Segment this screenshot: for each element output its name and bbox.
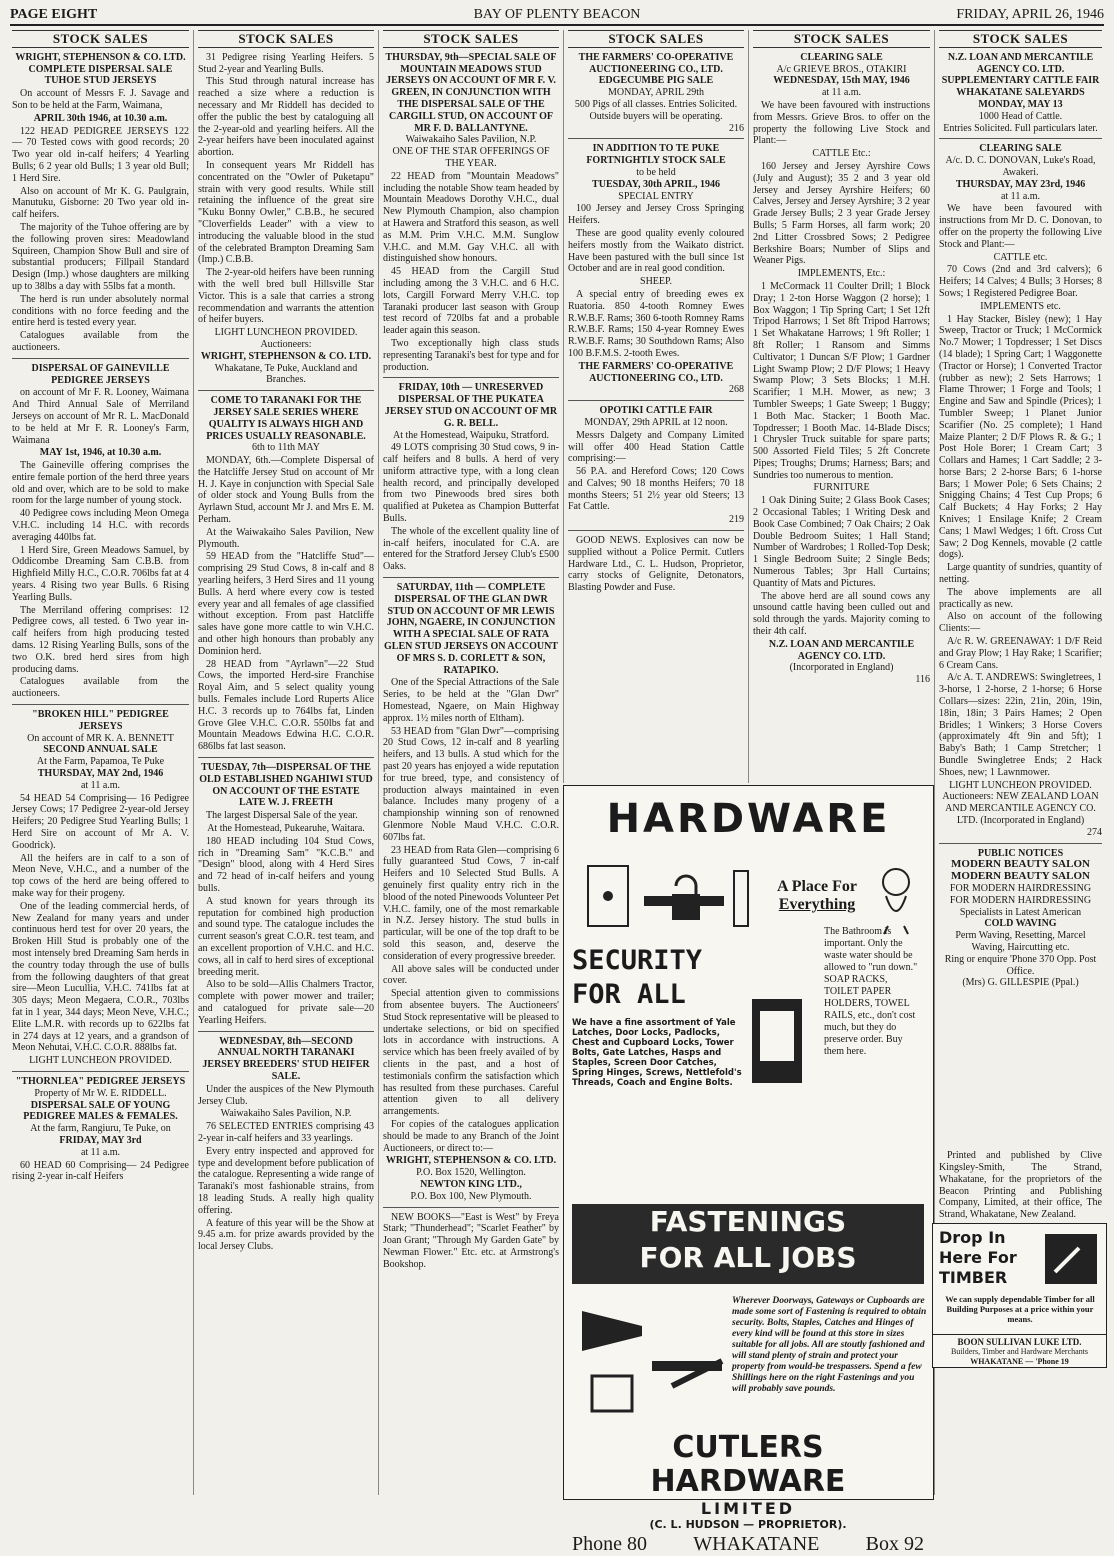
ad-text: ONE OF THE STAR OFFERINGS OF THE YEAR. [392,146,550,169]
ad-text: (Mrs) G. GILLESPIE (Ppal.) [962,977,1079,989]
column-5 [748,30,934,783]
hammer-icon [1041,1230,1101,1288]
ad-text: Property of Mr W. E. RIDDELL. [34,1087,167,1099]
ad-heading: SATURDAY, 11th — COMPLETE DISPERSAL OF THE GLAN DWR STUD ON ACCOUNT OF MR LEWIS JOHN, NGAERE, IN CONJUNCTION WITH A SPECIAL SALE OF RATA GLEN STUD JERSEYS ON ACCOUNT OF MRS S. D. CORLETT & SON, RATAPIKO. [384,582,558,676]
ad-heading: WRIGHT, STEPHENSON & CO. LTD. [385,1155,557,1167]
ad-text: We have been favoured with instructions from Mr D. C. Donovan, to offer on the property the following Live Stock and Plant:— [939,203,1102,250]
ad-heading: MODERN BEAUTY SALON [951,870,1090,883]
ad-text: Auctioneers: NEW ZEALAND LOAN AND MERCANTILE AGENCY CO. LTD. (Incorporated in England) [942,791,1099,826]
ad-text: at 11 a.m. [821,87,862,99]
timber-firm-desc: Builders, Timber and Hardware Merchants [950,1347,1089,1356]
ad-heading: THE FARMERS' CO-OPERATIVE AUCTIONEERING CO., LTD. [578,51,734,75]
ad-text: 122 HEAD PEDIGREE JERSEYS 122 — 70 Tested cows with good records; 20 Two year old in-calf heifers; 4 Yearling Bulls; 6 2 year old Bulls; 1 3 year old Bull; 1 Herd Sire. [12,125,189,184]
ad-heading: WEDNESDAY, 8th—SECOND ANNUAL NORTH TARANAKI JERSEY BREEDERS' STUD HEIFER SALE. [202,1035,370,1082]
ad-text: IMPLEMENTS etc. [980,300,1061,312]
ad-heading: SECOND ANNUAL SALE [43,744,158,756]
ad-text: A/c GRIEVE BROS., OTAKIRI [776,63,907,75]
fastenings-line-2: FOR ALL JOBS [639,1241,857,1274]
timber-advertisement [932,1223,1107,1368]
cutlers-limited: LIMITED [700,1499,796,1518]
ad-heading: N.Z. LOAN AND MERCANTILE AGENCY CO. LTD. [947,51,1094,75]
ad-text: 500 Pigs of all classes. Entries Solicited. Outside buyers will be operating. [574,98,738,122]
ad-heading: WRIGHT, STEPHENSON & CO. LTD. [200,350,372,362]
sale-date: THURSDAY, MAY 2nd, 1946 [37,768,164,780]
cutlers-block [572,1431,924,1556]
ad-heading: DISPERSAL SALE OF YOUNG PEDIGREE MALES & FEMALES. [23,1099,178,1123]
ad-title: HARDWARE [606,796,891,842]
ad-text: Waiwakaiho Sales Pavilion, N.P. [220,1108,352,1120]
ad-text: 1000 Head of Cattle. [978,110,1063,122]
fastenings-line-1: FASTENINGS [649,1205,847,1238]
ad-text: at 11 a.m. [80,1146,121,1158]
divider [12,1071,189,1072]
ad-heading: CLEARING SALE [979,143,1062,155]
column-3 [378,30,563,1495]
divider [383,377,559,378]
ad-text: Every entry inspected and approved for type and development before publication of the catalogue. Representing a wide range of Taranaki's most fashionable strains, from 18 leading Studs. A really high quality offering. [198,1145,374,1216]
sale-date: TUESDAY, 30th APRIL, 1946 [592,178,720,190]
ad-text: Specialists in Latest American [959,906,1082,918]
ad-text: On account of Messrs F. J. Savage and Son to be held at the Farm, Waimana, [12,88,189,111]
ad-number: 274 [1087,826,1102,838]
ad-heading: THURSDAY, 9th—SPECIAL SALE OF MOUNTAIN MEADOWS STUD JERSEYS ON ACCOUNT OF MR F. V. GREEN, IN CONJUNCTION WITH THE DISPERSAL SALE OF THE CARGILL STUD, ON ACCOUNT OF MR F. D. BALLANTYNE. [385,51,557,134]
ad-number: 116 [915,674,930,686]
ad-text: 76 SELECTED ENTRIES comprising 43 2-year in-calf heifers and 33 yearlings. [198,1121,374,1144]
imprint: Printed and published by Clive Kingsley-Smith, The Strand, Whakatane, for the proprietors of the Beacon Printing and Publishing Company, Limited, at their office, The Strand, Whakatane, New Zealand. [939,1150,1102,1221]
ad-text: A stud known for years through its reputation for combined high production and sound type. The catalogue includes the current season's great C.O.R. test team, and an excellent proportion of V.H.C. and H.C. cows, all in calf to herd sires of exceptional breeding merit. [198,895,374,978]
ad-text: 22 HEAD from "Mountain Meadows" including the notable Show team headed by Mountain Meadows Dorothy V.H.C., dual New Plymouth Champion, also champion at Hawera and Stratford this season, as well as M.M. Prim V.H.C. M.M. Sunglow V.H.C. and M.M. Gay V.H.C. all with distinguished show honours. [383,170,559,265]
ad-text: NEW BOOKS—"East is West" by Freya Stark; "Thunderhead"; "Scarlet Feather" by Joan Grant; "Through My Garden Gate" by Newman Flower." Etc. etc. at Armstrong's Bookshop. [383,1211,559,1270]
ad-text: on account of Mr F. R. Looney, Waimana And Third Annual Sale of Merriland Jerseys on account of Mr R. L. MacDonald to be held at Mr F. R. Looney's Farm, Waimana [12,387,189,446]
sale-date: MAY 1st, 1946, at 10.30 a.m. [39,447,162,459]
timber-heading [939,1228,1017,1288]
divider [198,390,374,391]
divider [198,757,374,758]
ad-text: 1 Oak Dining Suite; 2 Glass Book Cases; 2 Occasional Tables; 1 Writing Desk and Book Case Combined; 7 Oak Chairs; 2 Oak Double Bedroom Suites; 1 Hall Stand; Number of Wardrobes; 1 Rolled-Top Desk; 1 Single Bedroom Suite; 2 Single Beds; Numerous Tables; 3pr Hall Curtains; Quantity of Mats and Pictures. [753,495,930,589]
issue-date: FRIDAY, APRIL 26, 1946 [956,7,1104,22]
ad-text: At the Homestead, Waipuku, Stratford. [393,429,549,441]
ad-text: 56 P.A. and Hereford Cows; 120 Cows and Calves; 90 18 months Heifers; 70 18 months Steers; 51 2½ year old Steers; 13 Fat Cattle. [568,466,744,513]
ad-text: FOR MODERN HAIRDRESSING [949,882,1092,894]
ad-text: Whakatane, Te Puke, Auckland and Branches. [214,362,358,386]
ad-heading: IN ADDITION TO TE PUKE FORTNIGHTLY STOCK SALE [586,143,726,167]
cutlers-town: WHAKATANE [693,1533,820,1555]
locks-text: We have a fine assortment of Yale Latches, Door Locks, Padlocks, Chest and Cupboard Locks, Tower Bolts, Gate Latches, Hasps and Staples, Screen Door Catches, Spring Hinges, Screws, Nettlefold's Threads, Coach and Engine Bolts. [572,1018,742,1088]
divider [939,138,1102,139]
security-heading [572,944,702,1012]
ad-text: We have been favoured with instructions from Messrs. Grieve Bros. to offer on the property the following Live Stock and Plant:— [753,99,930,147]
ad-text: Large quantity of sundries, quantity of netting. [939,562,1102,586]
ad-text: One of the leading commercial herds, of New Zealand for many years and under continuous herd test for over 20 years, the Broken Hill Stud is probably one of the most intensely bred Dreaming Sam herds in the country today through the use of bulls from the following daughters of that great sire—Meon Lucullia, V.H.C. 741lbs fat at 305 days; Meon Megaera, C.O.R., 703lbs fat in 1 year, 344 days; Meon Neve, V.H.C.; Elite L.M.R. with records up to 622lbs fat in 274 days at 12 years, and a grandson of Meon Nehutai, V.H.C. C.O.R. 888lbs fat. [12,900,189,1054]
ad-text: 40 Pedigree cows including Meon Omega V.H.C. including 14 H.C. with records averaging 440lbs fat. [12,508,189,543]
ad-text: 1 Herd Sire, Green Meadows Samuel, by Oddicombe Dreaming Sam C.B.B. from Highfield Milly H.C., C.O.R. 706lbs fat at 4 years. 4 Rising two year Bulls. 6 Rising Yearling Bulls. [12,544,189,603]
ad-number: 268 [729,384,744,396]
divider [12,358,189,359]
ad-text: A/c. D. C. DONOVAN, Luke's Road, Awakeri. [945,155,1096,178]
ad-text: GOOD NEWS. Explosives can now be supplied without a Police Permit. Cutlers Hardware Ltd., C. L. Hudson, Proprietor, carry stocks of Gelignite, Detonators, Blasting Powder and Fuse. [568,535,744,594]
ad-text: Entries Solicited. Full particulars later. [943,122,1098,134]
ad-text: Perm Waving, Resetting, Marcel Waving, Haircutting etc. [955,930,1086,953]
ad-heading: EDGECUMBE PIG SALE [598,75,714,87]
ad-heading: NEWTON KING LTD., [420,1178,522,1190]
ad-text: at 11 a.m. [1000,190,1041,202]
ad-text: Also on account of the following Clients:— [939,611,1102,635]
ad-text: at 11 a.m. [80,779,121,791]
ad-text: Ring or enquire 'Phone 370 Opp. Post Office. [944,953,1097,977]
ad-text: MONDAY, 6th.—Complete Dispersal of the Hatcliffe Jersey Stud on account of Mr H. J. Kaye in conjunction with Special Sale of older stock and Young Bulls from the Ayrlawn Stud, account Mr J. and Mrs E. M. Perham. [198,455,374,526]
ad-text: Also to be sold—Allis Chalmers Tractor, complete with power mower and trailer; and catalogued for private sale—20 Yearling Heifers. [198,979,374,1026]
ad-text: On account of MR K. A. BENNETT [27,732,174,744]
ad-text: P.O. Box 1520, Wellington. [416,1167,526,1179]
ad-heading: TUHOE STUD JERSEYS [44,75,157,87]
ad-text: In consequent years Mr Riddell has concentrated on the "Owler of Puketapu" strain with very good results. While still retaining the influence of the great sire "Kuku Bonny Owler," C.B.B., he secured "Cloverfields Leader" with a view to introducing the valuable blood in the stud of the celebrated Brampton Dreaming Sam (Imp.) C.B.B. [198,159,374,266]
ad-text: 180 HEAD including 104 Stud Cows, rich in "Dreaming Sam" "K.C.B." and "Design" blood, along with 4 Herd Sires and 72 head of in-calf heifers and young bulls. [198,835,374,894]
ad-text: These are good quality evenly coloured heifers mostly from the Waikato district. Have been pastured with the bull since 1st October and are in real good condition. [568,227,744,275]
ad-text: At the Waiwakaiho Sales Pavilion, New Plymouth. [198,526,374,550]
ad-spacer [939,989,1102,1149]
column-heading: STOCK SALES [12,30,189,48]
ad-text: The above implements are all practically as new. [939,586,1102,610]
ad-text: MONDAY, APRIL 29th [607,87,705,99]
ad-text: The whole of the excellent quality line of in-calf heifers, inoculated for C.A. are entered for the Stratford Jersey Club's £500 Oaks. [383,525,559,573]
ad-text: At the farm, Rangiuru, Te Puke, on [30,1123,171,1135]
ad-text: CATTLE Etc.: [812,148,871,160]
ad-heading: COMPLETE DISPERSAL SALE [28,63,173,75]
ad-text: Waiwakaiho Sales Pavilion, N.P. [405,134,537,146]
ad-text: Under the auspices of the New Plymouth Jersey Club. [198,1083,374,1107]
cutlers-contact [572,1533,924,1556]
ad-text: A feature of this year will be the Show at 9.45 a.m. for prize awards provided by the local Jersey Clubs. [198,1217,374,1253]
ad-text: 1 Hay Stacker, Bisley (new); 1 Hay Sweep, Tractor or Truck; 1 McCormick No.7 Mower; 1 Topdresser; 1 Set Discs (14 blade); 1 Spring Cart; 1 Waggonette (Tractor or Horse); 1 Converted Tractor (rubber as new); 2 Sets Harrows; 1 Flame Thrower; 1 Forge and Tools; 1 Engine and Saw and Spindle (Prices); 1 Tumbler Sweep; 1 Planet Junior Scarifier (No. 25 complete); 1 Hand Maize Planter; 2 D/F Plows R. & G.; 1 Post Hole Borer; 1 Cream Cart; 3 Collars and Hames; 1 Cart Saddle; 2 3-horse Bars; 2 2-horse Bars; 6 1-horse Bars; 1 Mower Pole; 6 Sets Chains; 2 Snigging Chains; 4 Test Cup Props; 6 Calf Buckets; 4 Hay Forks; 2 Hay Knives; 1 Ensilage Knife; 2 Cream Cans; 1 Mawl Wedges; 1 6ft. Cross Cut Saw; 2 Dog Kennels, movable (2 cattle dogs). [939,313,1102,561]
divider [939,843,1102,844]
timber-firm-name: BOON SULLIVAN LUKE LTD. [957,1337,1082,1347]
sale-date: MONDAY, MAY 13 [978,98,1063,110]
place-line-2: Everything [778,896,856,913]
sale-date: APRIL 30th 1946, at 10.30 a.m. [33,112,168,124]
column-heading: STOCK SALES [383,30,559,48]
ad-text: CATTLE etc. [993,251,1048,263]
divider [383,1207,559,1208]
sale-date: WEDNESDAY, 15th MAY, 1946 [773,75,910,87]
sale-date: THURSDAY, MAY 23rd, 1946 [955,178,1086,190]
ad-heading: WRIGHT, STEPHENSON & CO. LTD. [15,51,186,63]
ad-heading: TUESDAY, 7th—DISPERSAL OF THE OLD ESTABLISHED NGAHIWI STUD ON ACCOUNT OF THE ESTATE LATE W. J. FREETH [199,762,373,809]
divider [568,400,744,401]
timber-line-1: Drop In [939,1228,1006,1247]
ad-heading: DISPERSAL OF GAINEVILLE PEDIGREE JERSEYS [31,362,170,386]
column-heading: STOCK SALES [568,30,744,48]
ad-text: The above herd are all sound cows any unsound cattle having been culled out and sold through the yards. Majority coming to their 4th calf. [753,590,930,638]
ad-text: The 2-year-old heifers have been running with the well bred bull Hillsville Star Victor. This is a sale that carries a strong recommendation and warrants the attention of heifer buyers. [198,267,374,326]
cutlers-name: CUTLERS HARDWARE [650,1430,846,1499]
ad-text: 31 Pedigree rising Yearling Heifers. 5 Stud 2-year and Yearling Bulls. [198,51,374,75]
ad-heading: THE FARMERS' CO-OPERATIVE AUCTIONEERING CO., LTD. [578,360,734,384]
ad-heading: COLD WAVING [984,918,1057,930]
ad-text: Also on account of Mr K. G. Paulgrain, Manutuku, Gisborne: 20 Two year old in-calf heifers. [12,185,189,221]
ad-text: 49 LOTS comprising 30 Stud cows, 9 in-calf heifers and 8 bulls. A herd of very uniform attractive type, with a long clean health record, and principally developed from two Pinewoods bred sires both qualified at Puketea as Champion Butterfat Bulls. [383,442,559,525]
ad-text: 1 McCormack 11 Coulter Drill; 1 Block Dray; 1 2-ton Horse Waggon (2 horse); 1 Box Waggon; 1 Tip Spring Cart; 1 Set 12ft Tripod Harrows; 1 Set 8ft Tripod Harrows; 1 Set Whakatane Harrows; 1 9ft Roller; 1 8ft Roller; 1 Ransom and Simms Cultivator; 1 Duncan S/F Plow; 1 Gardner Light Swamp Plow; 2 D/F Plows; 1 Heavy Swamp Plow; 3 Sets Blocks; 1 M.H. Scarifier; 1 M.H. Mower, as new; 3 Tumbler Sweeps; 1 Gate Sweep; 1 Buggy; 1 Both Mac. Stacker; 1 Booth Mac. Topdresser; 1 Booth Mac. 14-Blade Discs; 1 Chrysler Truck suitable for spare parts; 500 Assorted Field Tiles; 5 2ft Concrete Pipes; Troughs; Drums; Harness; Bars; and Sundries too numerous to mention. [753,280,930,481]
ad-text: MONDAY, 29th APRIL at 12 noon. [584,416,728,428]
ad-text: For copies of the catalogues application should be made to any Branch of the Joint Auctioneers, or direct to:— [383,1118,559,1154]
ad-text: SPECIAL ENTRY [618,190,694,202]
ad-text: 28 HEAD from "Ayrlawn"—22 Stud Cows, the imported Herd-sire Franchise Royal Aim, and 5 select quality young bulls. Females include Lord Ruperts Alice H.C. 3 records up to 764lbs fat, Linden Grove Glee V.H.C. C.O.R. 550lbs fat and Mountain Meadows Edwina H.C. C.O.R. 686lbs fat last season. [198,658,374,753]
ad-text: The Gaineville offering comprises the entire female portion of the herd three years old and over, which are to be sold to make room for the large number of young stock. [12,460,189,507]
ad-text: This Stud through natural increase has reached a size where a reduction is necessary and Mr Riddell has decided to offer the public the best by cataloguing all the 2-year-old and yearling heifers. All the 2-year heifers have been inoculated against abortion. [198,76,374,159]
ad-text: LIGHT LUNCHEON PROVIDED. [949,779,1092,791]
ad-text: Auctioneers: [260,338,312,350]
ad-text: to be held [636,166,676,178]
divider [383,577,559,578]
ad-text: 59 HEAD from the "Hatcliffe Stud"—comprising 29 Stud Cows, 8 in-calf and 8 yearling heifers, 3 Herd Sires and 11 young Bulls. A herd where every cow is tested every year and all females of age classified without exception. From past Hatcliffe sales have gone more cattle to win V.H.C. and other high honours than probably any Dominion herd. [198,551,374,657]
divider [568,530,744,531]
ad-text: 100 Jersey and Jersey Cross Springing Heifers. [568,203,744,227]
ad-text: The Merriland offering comprises: 12 Pedigree cows, all tested. 6 Two year in-calf heifers from high producing tested dams. 12 Rising Yearling Bulls, sons of the two O.K. bred herd sires from high producing dams. [12,604,189,675]
cutlers-box: Box 92 [865,1533,924,1555]
ad-text: The majority of the Tuhoe offering are by the following proven sires: Meadowland Squireen, Champion Show Bull and sire of substantial producers; Fillpail Standard Design (Imp.) whose daughters are milking up to 38lbs a day with 55lbs fat a month. [12,221,189,292]
ad-heading: "BROKEN HILL" PEDIGREE JERSEYS [32,709,169,732]
ad-text: FOR MODERN HAIRDRESSING [949,894,1092,906]
ad-text: SHEEP. [640,276,672,288]
newspaper-title: BAY OF PLENTY BEACON [473,7,641,22]
ad-text: All above sales will be conducted under cover. [383,963,559,987]
padlock-icon [584,856,754,936]
ad-heading: OPOTIKI CATTLE FAIR [599,405,713,417]
divider [568,138,744,139]
ad-text: A/c A. T. ANDREWS: Swingletrees, 1 3-horse, 1 2-horse, 2 1-horse; 6 Horse Collars—sizes: 22in, 21in, 20in, 19in, 18in, 18in; 3 Pairs Hames; 2 Open Bridles; 1 Winkers; 3 Horse Covers (approximately 4ft 9in and 5ft); 1 Baby's Bath; 1 Camp Stretcher; 1 Bundle Swingletree Ends; 2 Hack Shoes, new; 1 Lawnmower. [939,672,1102,778]
fastenings-text: Wherever Doorways, Gateways or Cupboards are made some sort of Fastening is required to obtain security. Bolts, Staples, Catches and Hinges of every kind will be found at this store in sizes suitable for all jobs. All are stoutly fashioned and will stand plenty of strain and protect your property from would-be trespassers. Spend a few Shillings here on the right Fastenings and you will probably save pounds. [732,1296,927,1394]
ad-heading: "THORNLEA" PEDIGREE JERSEYS [15,1075,186,1087]
ad-heading: N.Z. LOAN AND MERCANTILE AGENCY CO. LTD. [768,638,915,662]
section-heading: PUBLIC NOTICES [977,847,1064,859]
cutlers-proprietor: (C. L. HUDSON — PROPRIETOR). [649,1518,847,1531]
ad-number: 216 [729,122,744,134]
timber-line-2: Here For [939,1248,1017,1267]
ad-text: Catalogues available from the auctioneers. [12,676,189,700]
sale-date: FRIDAY, MAY 3rd [59,1134,142,1146]
ad-text: 70 Cows (2nd and 3rd calvers); 6 Heifers; 14 Calves; 4 Bulls; 3 Horses; 8 Sows; 1 Registered Pedigree Boar. [939,264,1102,299]
timber-firm-phone: WHAKATANE — 'Phone 19 [970,1357,1069,1366]
cutlers-phone: Phone 80 [572,1533,647,1555]
column-1 [8,30,193,1495]
place-heading [762,878,872,914]
ad-text: 60 HEAD 60 Comprising— 24 Pedigree rising 2-year in-calf Heifers [12,1159,189,1183]
ad-text: 45 HEAD from the Cargill Stud including among the 3 V.H.C. and 6 H.C. lots, Cargill Forward Merry V.H.C. top Taranaki producer last season with Group test record of 720lbs fat and a probable leader again this season. [383,266,559,337]
bathroom-text: The Bathroom is important. Only the waste water should be allowed to "run down." SOAP RACKS, TOILET PAPER HOLDERS, TOWEL RAILS, etc., don't cost much, but they do preserve order. Buy them here. [824,926,918,1057]
column-heading: STOCK SALES [939,30,1102,48]
ad-number: 219 [729,514,744,526]
ad-heading: CLEARING SALE [800,51,883,63]
page-number: PAGE EIGHT [10,7,98,22]
ad-text: P.O. Box 100, New Plymouth. [410,1190,532,1202]
ad-text: 23 HEAD from Rata Glen—comprising 6 fully guaranteed Stud Cows, 7 in-calf Heifers and 10 Selected Stud Bulls. A genuinely first quality entry rich in the blood of the noted Pinewoods Volunteer Pet V.H.C. family, one of the most remarkable in N.Z. Jersey history. The stud bulls in particular, will be one of the top draft to be sold this season, and, deserve the consideration of every progressive breeder. [383,844,559,962]
ad-text: (Incorporated in England) [789,662,894,674]
ad-text: The largest Dispersal Sale of the year. [206,810,358,822]
ad-text: Two exceptionally high class studs representing Taranaki's best for type and for production. [383,337,559,373]
timber-line-3: TIMBER [939,1268,1008,1287]
column-heading: STOCK SALES [198,30,374,48]
ad-text: Catalogues available from the auctioneers. [12,330,189,353]
ad-heading: COME TO TARANAKI FOR THE JERSEY SALE SERIES WHERE QUALITY IS ALWAYS HIGH AND PRICES USUALLY REASONABLE. [206,395,366,442]
ad-text: 53 HEAD from "Glan Dwr"—comprising 20 Stud Cows, 12 in-calf and 8 yearling heifers, and 13 bulls. A stud which for the past 20 years has enjoyed a wide reputation for true breed, type, and consistency of production always maintained in even balance. Includes many progeny of a championship winning son of renowned Glenmore Noble Maud V.H.C. C.O.R. 607lbs fat. [383,725,559,843]
ad-text: LIGHT LUNCHEON PROVIDED. [214,327,358,339]
column-2 [193,30,378,1495]
ad-text: Messrs Dalgety and Company Limited will offer 400 Head Station Cattle comprising:— [568,429,744,465]
timber-text: We can supply dependable Timber for all Building Purposes at a price within your means. [945,1294,1095,1324]
ad-text: 160 Jersey and Jersey Ayrshire Cows (July and August); 35 2 and 3 year old Jersey and Jersey Ayrshire Heifers; 60 Calves, Jersey and Jersey Ayrshire; 3 2 year Grade Jersey Bulls; 2 3 year Grade Jersey Bulls; 5 Farm Horses, all farm work; 20 2nd Litter Crossbred Sows; 2 Pedigree Berkshire Boars; Number of Slips and Weaner Pigs. [753,160,930,267]
bathroom-rack-icon [744,991,814,1091]
masthead [10,6,1104,26]
ad-text: At the Homestead, Pukearuhe, Waitara. [207,823,365,834]
ad-text: IMPLEMENTS, Etc.: [797,268,886,280]
fastenings-banner [572,1204,924,1284]
ad-heading: SUPPLEMENTARY CATTLE FAIR WHAKATANE SALEYARDS [941,75,1100,99]
ad-text: The herd is run under absolutely normal conditions with no force feeding and the entire herd is tested every year. [12,293,189,329]
divider [12,704,189,705]
ad-text: One of the Special Attractions of the Sale Series, to be held at the "Glan Dwr" Homestead, Ngaere, on Main Highway approx. 1½ miles north of Eltham). [383,677,559,724]
column-4 [563,30,748,783]
ad-text: 54 HEAD 54 Comprising— 16 Pedigree Jersey Cows; 17 Pedigree 2-year-old Jersey Heifers; 20 Pedigree Stud Yearling Bulls; 1 Herd Sire on account of Mr A. V. Goodrick). [12,792,189,851]
ad-text: All the heifers are in calf to a son of Meon Neve, V.H.C., and a number of the top cows of the herd are being offered to make way for their progeny. [12,852,189,899]
ad-text: LIGHT LUNCHEON PROVIDED. [29,1055,172,1067]
security-line-1: SECURITY [572,945,703,976]
hardware-advertisement [563,785,934,1555]
ad-text: A/c R. W. GREENAWAY: 1 D/F Reid and Gray Plow; 1 Hay Rake; 1 Scarifier; 6 Cream Cans. [939,636,1102,671]
ad-text: At the Farm, Papamoa, Te Puke [36,756,165,768]
ad-heading: FRIDAY, 10th — UNRESERVED DISPERSAL OF THE PUKATEA JERSEY STUD ON ACCOUNT OF MR G. R. BELL. [384,382,558,429]
hinge-icon [572,1291,732,1421]
ad-text: A special entry of breeding ewes ex Ruatoria. 850 4-tooth Romney Ewes R.W.B.F. Rams; 360 6-tooth Romney Rams R.W.B.F. Rams; 150 4-year Romney Ewes R.W.B.F. Rams; 30 Southdown Rams; Also 100 B.F.M.S. 2-tooth Ewes. [568,288,744,359]
column-heading: STOCK SALES [753,30,930,48]
ad-text: 6th to 11th MAY [252,442,320,454]
timber-firm [933,1334,1106,1367]
divider [198,1031,374,1032]
place-line-1: A Place For [777,878,857,895]
security-line-2: FOR ALL [572,979,686,1010]
ad-text: Special attention given to commissions from absentee buyers. The Auctioneers' Stud Stock representative will be pleased to undertake selections, or bid on specified lots in accordance with instructions. A service which has been freely availed of by clients in the past, and a host of testimonials confirm the satisfaction which has resulted from these purchases. Careful attention given to all delivery arrangements. [383,988,559,1118]
ad-heading: MODERN BEAUTY SALON [951,858,1090,871]
ad-text: FURNITURE [813,482,870,494]
